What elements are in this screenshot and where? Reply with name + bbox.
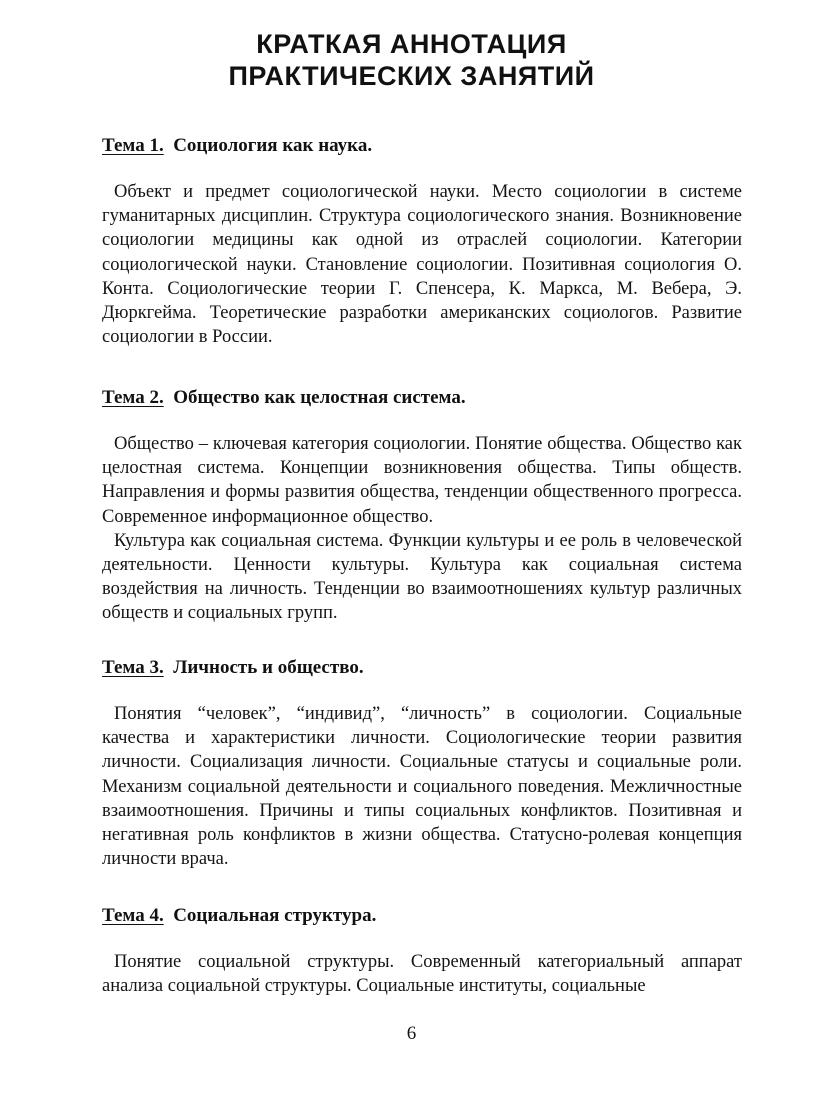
topic-title: Общество как целостная система. [173,387,466,408]
section-topic-3 [102,656,742,871]
section-heading [102,656,742,680]
section-heading [102,386,742,410]
topic-title: Личность и общество. [173,657,364,678]
section-heading [102,904,742,928]
page-number: 6 [406,1023,417,1044]
section-topic-2 [102,386,742,626]
topic-title: Социальная структура. [173,905,377,926]
paragraph: Общество – ключевая категория социологии. Понятие общества. Общество как целостная система. Концепции возникновения общества. Типы обществ. Направления и формы развития общества, тенденции общественного прогресса. Современное информационное общество. [102,434,742,527]
paragraph: Понятие социальной структуры. Современный категориальный аппарат анализа социальной структуры. Социальные институты, социальные [102,952,742,997]
section-topic-1 [102,134,742,349]
topic-title: Социология как наука. [173,135,373,156]
paragraph: Объект и предмет социологической науки. Место социологии в системе гуманитарных дисциплин. Структура социологического знания. Возникновение социологии медицины как одной из отраслей социологии. Категории социологической науки. Становление социологии. Позитивная социология О. Конта. Социологические теории Г. Спенсера, К. Маркса, М. Вебера, Э. Дюркгейма. Теоретические разработки американских социологов. Развитие социологии в России. [102,182,742,348]
title-line-1: КРАТКАЯ АННОТАЦИЯ [256,29,567,59]
topic-number: Тема 1. [102,135,164,156]
paragraph: Понятия “человек”, “индивид”, “личность” в социологии. Социальные качества и характеристики личности. Социологические теории развития личности. Социализация личности. Социальные статусы и социальные роли. Механизм социальной деятельности и социального поведения. Межличностные взаимоотношения. Причины и типы социальных конфликтов. Позитивная и негативная роль конфликтов в жизни общества. Статусно-ролевая концепция личности врача. [102,704,742,870]
section-topic-4 [102,904,742,998]
topic-number: Тема 3. [102,657,164,678]
paragraph: Культура как социальная система. Функции культуры и ее роль в человеческой деятельности. Ценности культуры. Культура как социальная система воздействия на личность. Тенденции во взаимоотношениях культур различных обществ и социальных групп. [102,530,742,624]
section-heading [102,134,742,158]
topic-number: Тема 4. [102,905,164,926]
title-line-2: ПРАКТИЧЕСКИХ ЗАНЯТИЙ [228,61,595,91]
topic-number: Тема 2. [102,387,164,408]
